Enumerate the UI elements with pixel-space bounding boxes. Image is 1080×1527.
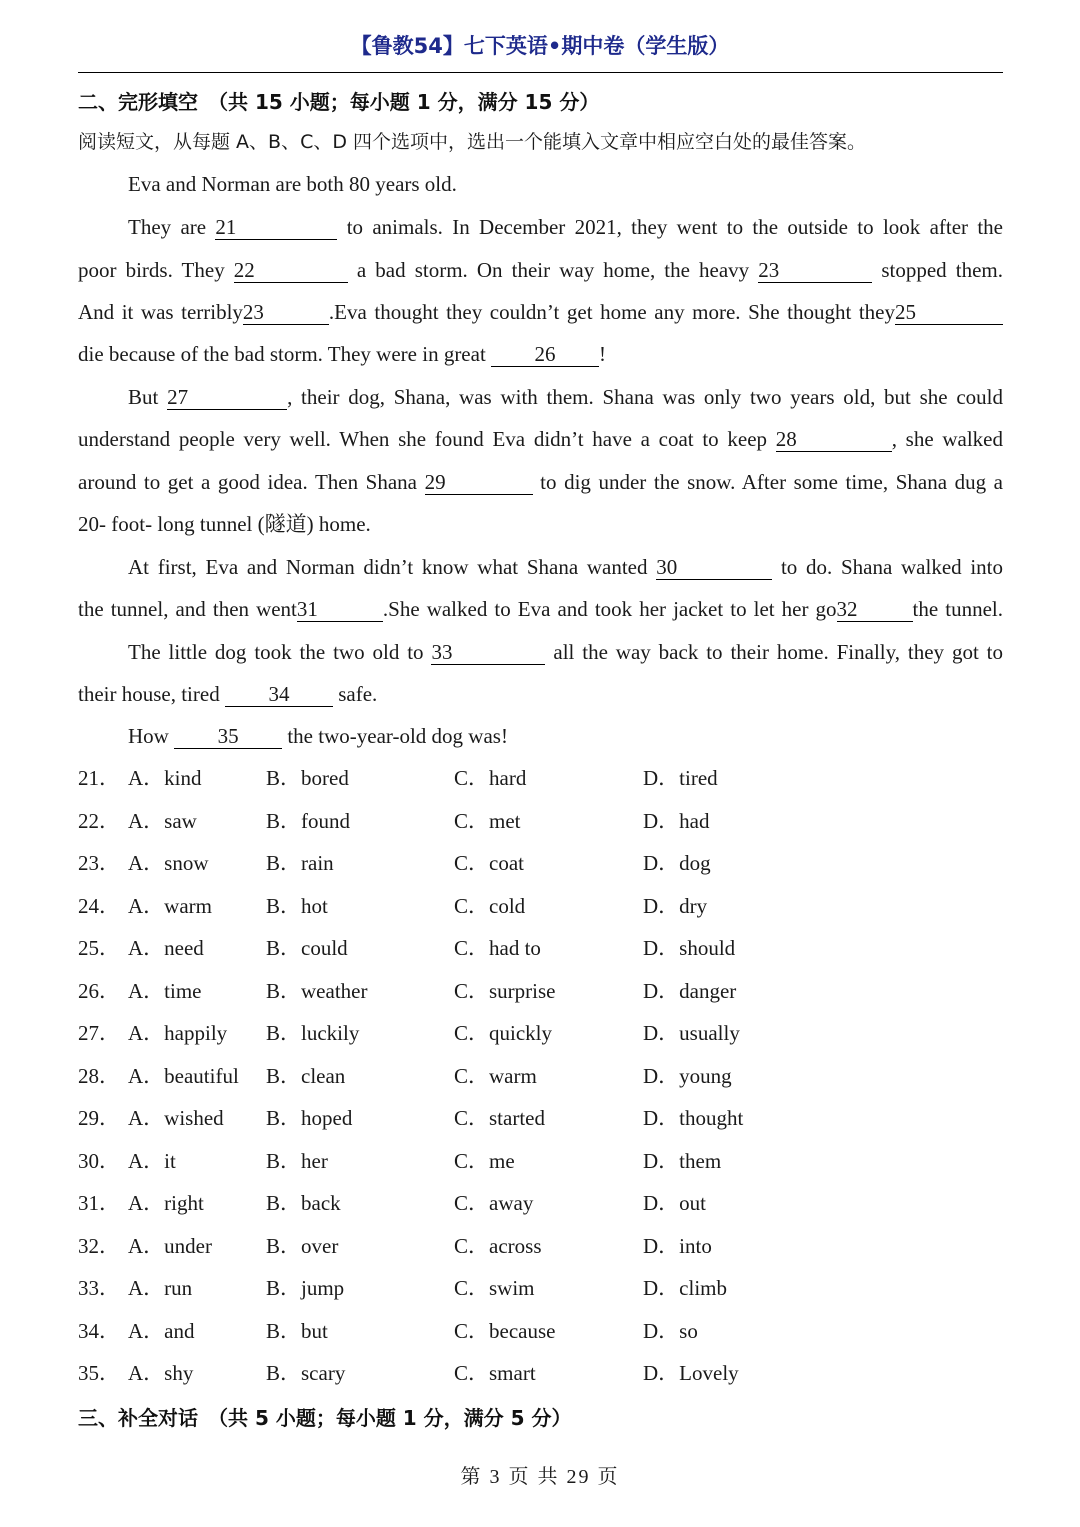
passage-text: , she walked — [891, 427, 1003, 451]
blank-33: 33 — [431, 640, 545, 665]
passage-text: safe. — [338, 682, 378, 706]
passage-text: How — [128, 724, 169, 748]
question-number: 26． — [78, 978, 120, 1003]
passage-line — [78, 425, 1003, 453]
blank-30: 30 — [656, 555, 772, 580]
passage-text: .Eva thought they couldn’t get home any more. She thought they — [328, 300, 895, 324]
option-a: A．wished — [128, 1106, 224, 1130]
passage-text: to animals. In December 2021, they went to the outside to look after the — [346, 215, 1004, 239]
option-a: A．right — [128, 1191, 204, 1215]
blank-31: 31 — [297, 597, 383, 622]
passage-line — [78, 680, 1003, 708]
option-c: C．because — [454, 1318, 556, 1343]
option-c: C．across — [454, 1233, 542, 1258]
option-c: C．started — [454, 1106, 545, 1130]
passage-text: ! — [599, 342, 607, 366]
passage-text: to dig under the snow. After some time, Shana dug a — [540, 470, 1003, 494]
question-number: 31． — [78, 1191, 120, 1215]
passage-text: At first, Eva and Norman didn’t know what Shana wanted — [128, 555, 648, 579]
page-number: 第 3 页 共 29 页 — [460, 1466, 620, 1488]
question-number: 33． — [78, 1276, 120, 1300]
option-c: C．surprise — [454, 978, 556, 1003]
option-b: B．clean — [266, 1063, 346, 1088]
question-number: 29． — [78, 1106, 120, 1130]
blank-28: 28 — [776, 427, 892, 452]
option-b: B．scary — [266, 1361, 346, 1385]
blank-23-second: 23 — [243, 300, 329, 325]
passage-line — [128, 722, 1003, 750]
passage-text: their house, tired — [78, 682, 220, 706]
option-d: D．had — [643, 808, 710, 833]
passage-line — [128, 213, 1003, 241]
option-d: D．out — [643, 1191, 706, 1215]
header-divider — [78, 72, 1003, 73]
question-number: 25． — [78, 936, 120, 960]
question-number: 30． — [78, 1148, 120, 1173]
passage-line: 20- foot- long tunnel (隧道) home. — [78, 512, 371, 536]
option-a: A．time — [128, 978, 202, 1003]
passage-line — [128, 638, 1003, 666]
option-c: C．away — [454, 1191, 534, 1215]
option-d: D．tired — [643, 766, 718, 790]
option-a: A．snow — [128, 851, 209, 875]
option-a: A．need — [128, 936, 204, 960]
option-b: B．hoped — [266, 1106, 353, 1130]
option-a: A．under — [128, 1233, 212, 1258]
option-a: A．happily — [128, 1021, 228, 1045]
option-d: D．thought — [643, 1106, 744, 1130]
passage-line — [128, 383, 1003, 411]
option-a: A．it — [128, 1148, 176, 1173]
question-number: 34． — [78, 1318, 120, 1343]
option-b: B．hot — [266, 893, 328, 918]
passage-text: But — [128, 385, 159, 409]
blank-26: 26 — [491, 342, 599, 367]
passage-line — [78, 298, 1003, 326]
passage-text: stopped them. — [881, 258, 1004, 282]
option-c: C．swim — [454, 1276, 535, 1300]
option-a: A．kind — [128, 766, 202, 790]
option-a: A．run — [128, 1276, 193, 1300]
option-c: C．me — [454, 1148, 515, 1173]
option-c: C．had to — [454, 936, 541, 960]
page-header-title: 【鲁教54】七下英语•期中卷（学生版） — [350, 34, 730, 58]
option-d: D．should — [643, 936, 736, 960]
option-d: D．dog — [643, 851, 711, 875]
passage-text: The little dog took the two old to — [128, 640, 424, 664]
option-b: B．could — [266, 936, 348, 960]
option-a: A．beautiful — [128, 1063, 239, 1088]
passage-text: They are — [128, 215, 207, 239]
option-b: B．found — [266, 808, 350, 833]
section-3-title: 三、补全对话 （共 5 小题；每小题 1 分，满分 5 分） — [78, 1406, 572, 1430]
blank-22: 22 — [234, 258, 348, 283]
option-c: C．quickly — [454, 1021, 552, 1045]
passage-text: a bad storm. On their way home, the heavy — [356, 258, 750, 282]
blank-23: 23 — [758, 258, 872, 283]
passage-text: to do. Shana walked into — [780, 555, 1004, 579]
option-d: D．dry — [643, 893, 708, 918]
question-number: 21． — [78, 766, 120, 790]
question-number: 23． — [78, 851, 120, 875]
passage-text: die because of the bad storm. They were in great — [78, 342, 486, 366]
option-d: D．young — [643, 1063, 732, 1088]
option-c: C．smart — [454, 1361, 536, 1385]
passage-line — [78, 468, 1003, 496]
passage-text: all the way back to their home. Finally, they got to — [553, 640, 1004, 664]
passage-text: And it was terribly — [78, 300, 243, 324]
option-d: D．into — [643, 1233, 712, 1258]
blank-34: 34 — [225, 682, 333, 707]
passage-line: Eva and Norman are both 80 years old. — [128, 172, 457, 196]
passage-text: , their dog, Shana, was with them. Shana was only two years old, but she could — [287, 385, 1003, 409]
question-number: 28． — [78, 1063, 120, 1088]
question-number: 24． — [78, 893, 120, 918]
option-a: A．saw — [128, 808, 197, 833]
option-d: D．danger — [643, 978, 737, 1003]
option-c: C．warm — [454, 1063, 537, 1088]
option-c: C．cold — [454, 893, 526, 918]
option-b: B．luckily — [266, 1021, 360, 1045]
section-2-instruction: 阅读短文，从每题 A、B、C、D 四个选项中，选出一个能填入文章中相应空白处的最佳答案。 — [78, 131, 867, 153]
option-a: A．and — [128, 1318, 195, 1343]
option-c: C．hard — [454, 766, 527, 790]
option-b: B．back — [266, 1191, 341, 1215]
option-d: D．usually — [643, 1021, 740, 1045]
option-c: C．met — [454, 808, 521, 833]
section-2-title: 二、完形填空 （共 15 小题；每小题 1 分，满分 15 分） — [78, 90, 600, 114]
passage-text: the tunnel. — [912, 597, 1003, 621]
option-d: D．Lovely — [643, 1361, 739, 1385]
option-d: D．climb — [643, 1276, 727, 1300]
question-number: 27． — [78, 1021, 120, 1045]
question-number: 32． — [78, 1233, 120, 1258]
passage-text: .She walked to Eva and took her jacket to let her go — [382, 597, 837, 621]
passage-line — [78, 256, 1003, 284]
option-b: B．rain — [266, 851, 334, 875]
option-b: B．weather — [266, 978, 368, 1003]
question-number: 35． — [78, 1361, 120, 1385]
passage-text: around to get a good idea. Then Shana — [78, 470, 417, 494]
option-d: D．them — [643, 1148, 722, 1173]
passage-text: poor birds. They — [78, 258, 225, 282]
passage-line — [128, 553, 1003, 581]
option-b: B．jump — [266, 1276, 345, 1300]
option-c: C．coat — [454, 851, 524, 875]
passage-text: understand people very well. When she found Eva didn’t have a coat to keep — [78, 427, 768, 451]
blank-25: 25 — [895, 300, 1003, 325]
option-b: B．but — [266, 1318, 328, 1343]
question-number: 22． — [78, 808, 120, 833]
blank-21: 21 — [215, 215, 337, 240]
blank-27: 27 — [167, 385, 287, 410]
option-a: A．warm — [128, 893, 212, 918]
passage-line — [78, 340, 1003, 368]
blank-32: 32 — [837, 597, 913, 622]
passage-text: the two-year-old dog was! — [287, 724, 508, 748]
passage-line — [78, 595, 1003, 623]
blank-29: 29 — [425, 470, 533, 495]
option-b: B．her — [266, 1148, 328, 1173]
option-d: D．so — [643, 1318, 698, 1343]
option-b: B．over — [266, 1233, 339, 1258]
passage-text: the tunnel, and then went — [78, 597, 297, 621]
option-a: A．shy — [128, 1361, 194, 1385]
option-b: B．bored — [266, 766, 349, 790]
blank-35: 35 — [174, 724, 282, 749]
